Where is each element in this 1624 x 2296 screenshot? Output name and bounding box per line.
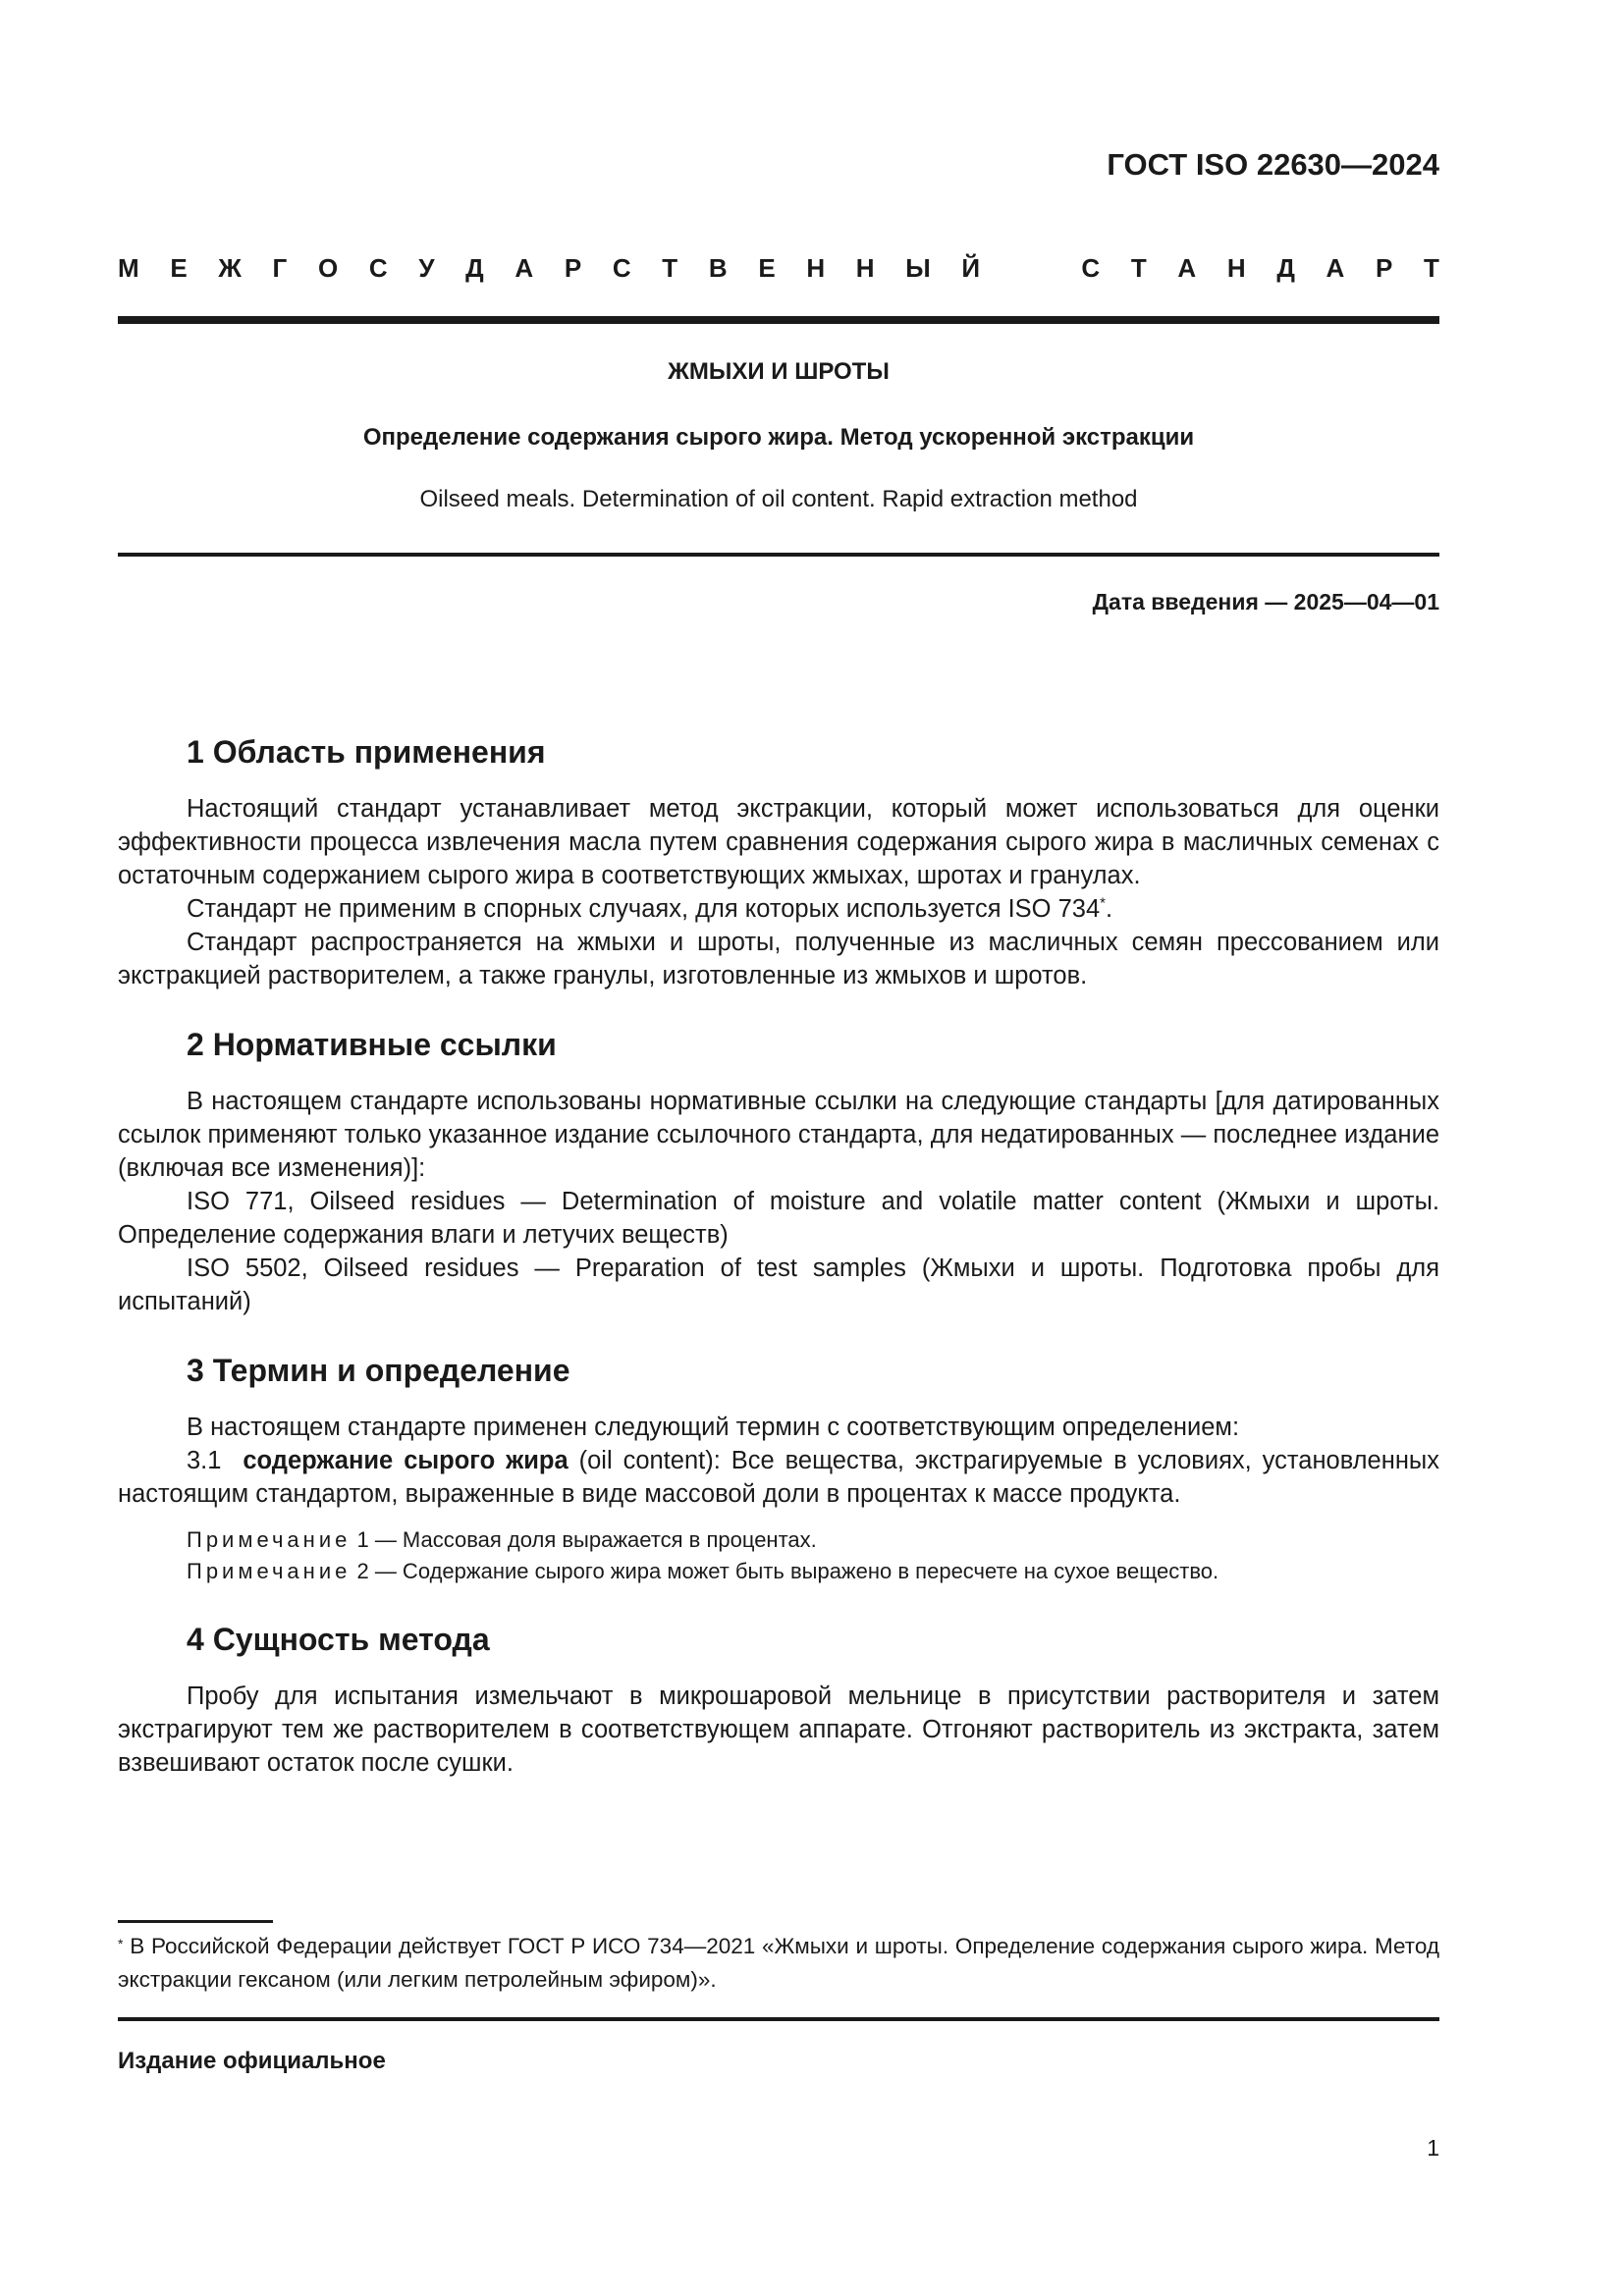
standard-type-letter: А: [1326, 253, 1345, 283]
footnote-rule: [118, 1920, 273, 1923]
title-rule: [118, 553, 1439, 557]
document-subtitle: Определение содержания сырого жира. Метод ускоренной экстракции: [362, 424, 1195, 451]
document-title-english: Oilseed meals. Determination of oil content. Rapid extraction method: [419, 486, 1138, 512]
note-text: 1 — Массовая доля выражается в процентах.: [356, 1527, 817, 1552]
term-definition: [118, 1444, 1439, 1511]
standard-type-letter: Д: [465, 253, 484, 283]
paragraph-text: Стандарт не применим в спорных случаях, для которых используется ISO 734: [187, 895, 1101, 923]
standard-type-letter: Т: [1424, 253, 1439, 283]
term-number: 3.1: [187, 1447, 222, 1474]
standard-type-letter: В: [708, 253, 728, 283]
standard-type-letter: У: [418, 253, 435, 283]
footnote-text: В Российской Федерации действует ГОСТ Р ИСО 734—2021 «Жмыхи и шроты. Определение содержания сырого жира. Метод экстракции гексаном (или легким петролейным эфиром)».: [118, 1934, 1439, 1992]
reference-item: ISO 5502, Oilseed residues — Preparation of test samples (Жмыхи и шроты. Подготовка пробы для испытаний): [118, 1255, 1439, 1315]
introduction-date: Дата введения — 2025—04—01: [1092, 589, 1439, 614]
standard-type-letter: Е: [758, 253, 776, 283]
standard-type-letter: Т: [662, 253, 678, 283]
note: [118, 1524, 1439, 1556]
section-heading-references: 2 Нормативные ссылки: [187, 1027, 557, 1062]
standard-type-letter: Е: [170, 253, 188, 283]
edition-label: Издание официальное: [118, 2048, 386, 2074]
paragraph: [118, 892, 1439, 926]
standard-type-letter: А: [1177, 253, 1197, 283]
document-body: [118, 731, 1439, 1780]
note-label: Примечание: [187, 1527, 352, 1552]
paragraph: Пробу для испытания измельчают в микрошаровой мельнице в присутствии растворителя и затем экстрагируют тем же растворителем в соответствующем аппарате. Отгоняют растворитель из экстракта, затем взвешивают остаток после сушки.: [118, 1682, 1439, 1777]
footnote-ref[interactable]: *: [1100, 894, 1106, 912]
note-text: 2 — Содержание сырого жира может быть выражено в пересчете на сухое вещество.: [356, 1559, 1219, 1583]
section-heading-principle: 4 Сущность метода: [187, 1622, 490, 1657]
standard-type-letter: Р: [564, 253, 582, 283]
standard-type-letter: Й: [961, 253, 981, 283]
note: [118, 1556, 1439, 1587]
standard-type-letter: Ж: [218, 253, 242, 283]
word-gap: [1011, 253, 1051, 284]
header-rule: [118, 316, 1439, 324]
footer-rule: [118, 2017, 1439, 2021]
standard-designation: ГОСТ ISO 22630—2024: [1107, 147, 1439, 182]
standard-type-letter: С: [1081, 253, 1101, 283]
section-heading-terms: 3 Термин и определение: [187, 1353, 570, 1388]
note-label: Примечание: [187, 1559, 352, 1583]
standard-type-letter: Н: [855, 253, 875, 283]
standard-type-letter: О: [317, 253, 339, 283]
section-heading-scope: 1 Область применения: [187, 734, 546, 770]
paragraph-end: .: [1106, 895, 1113, 923]
standard-type-letter: Д: [1276, 253, 1295, 283]
standard-type-letter: Н: [1226, 253, 1246, 283]
standard-type-letter: Н: [806, 253, 826, 283]
paragraph: В настоящем стандарте применен следующий термин с соответствующим определением:: [187, 1414, 1240, 1441]
standard-type-letter: Г: [272, 253, 288, 283]
footnote: [118, 1930, 1439, 1997]
paragraph: В настоящем стандарте использованы нормативные ссылки на следующие стандарты [для датированных ссылок применяют только указанное издание ссылочного стандарта, для недатированных — последнее издание (включая все изменения)]:: [118, 1088, 1439, 1182]
document-title: ЖМЫХИ И ШРОТЫ: [668, 358, 890, 385]
footnote-mark: *: [118, 1936, 124, 1951]
paragraph: Стандарт распространяется на жмыхи и шроты, полученные из масличных семян прессованием или экстракцией растворителем, а также гранулы, изготовленные из жмыхов и шротов.: [118, 929, 1439, 989]
standard-type-letter: Р: [1375, 253, 1393, 283]
page-number: 1: [1427, 2135, 1439, 2161]
term-definition-text: (oil content): Все вещества, экстрагируемые в условиях, установленных настоящим стандартом, выраженные в виде массовой доли в процентах к массе продукта.: [118, 1447, 1439, 1508]
standard-type-letter: С: [612, 253, 631, 283]
standard-type-letter: Т: [1130, 253, 1147, 283]
standard-type-letter: Ы: [905, 253, 931, 283]
standard-type-letter: М: [118, 253, 139, 283]
standard-type-letter: А: [514, 253, 534, 283]
reference-item: ISO 771, Oilseed residues — Determination of moisture and volatile matter content (Жмыхи и шроты. Определение содержания влаги и летучих веществ): [118, 1188, 1439, 1249]
term: содержание сырого жира: [243, 1447, 568, 1474]
paragraph: Настоящий стандарт устанавливает метод экстракции, который может использоваться для оценки эффективности процесса извлечения масла путем сравнения содержания сырого жира в масличных семенах с остаточным содержанием сырого жира в соответствующих жмыхах, шротах и гранулах.: [118, 795, 1439, 889]
standard-type-letter: С: [368, 253, 388, 283]
notes: [118, 1524, 1439, 1587]
standard-type-line: [118, 253, 1439, 284]
